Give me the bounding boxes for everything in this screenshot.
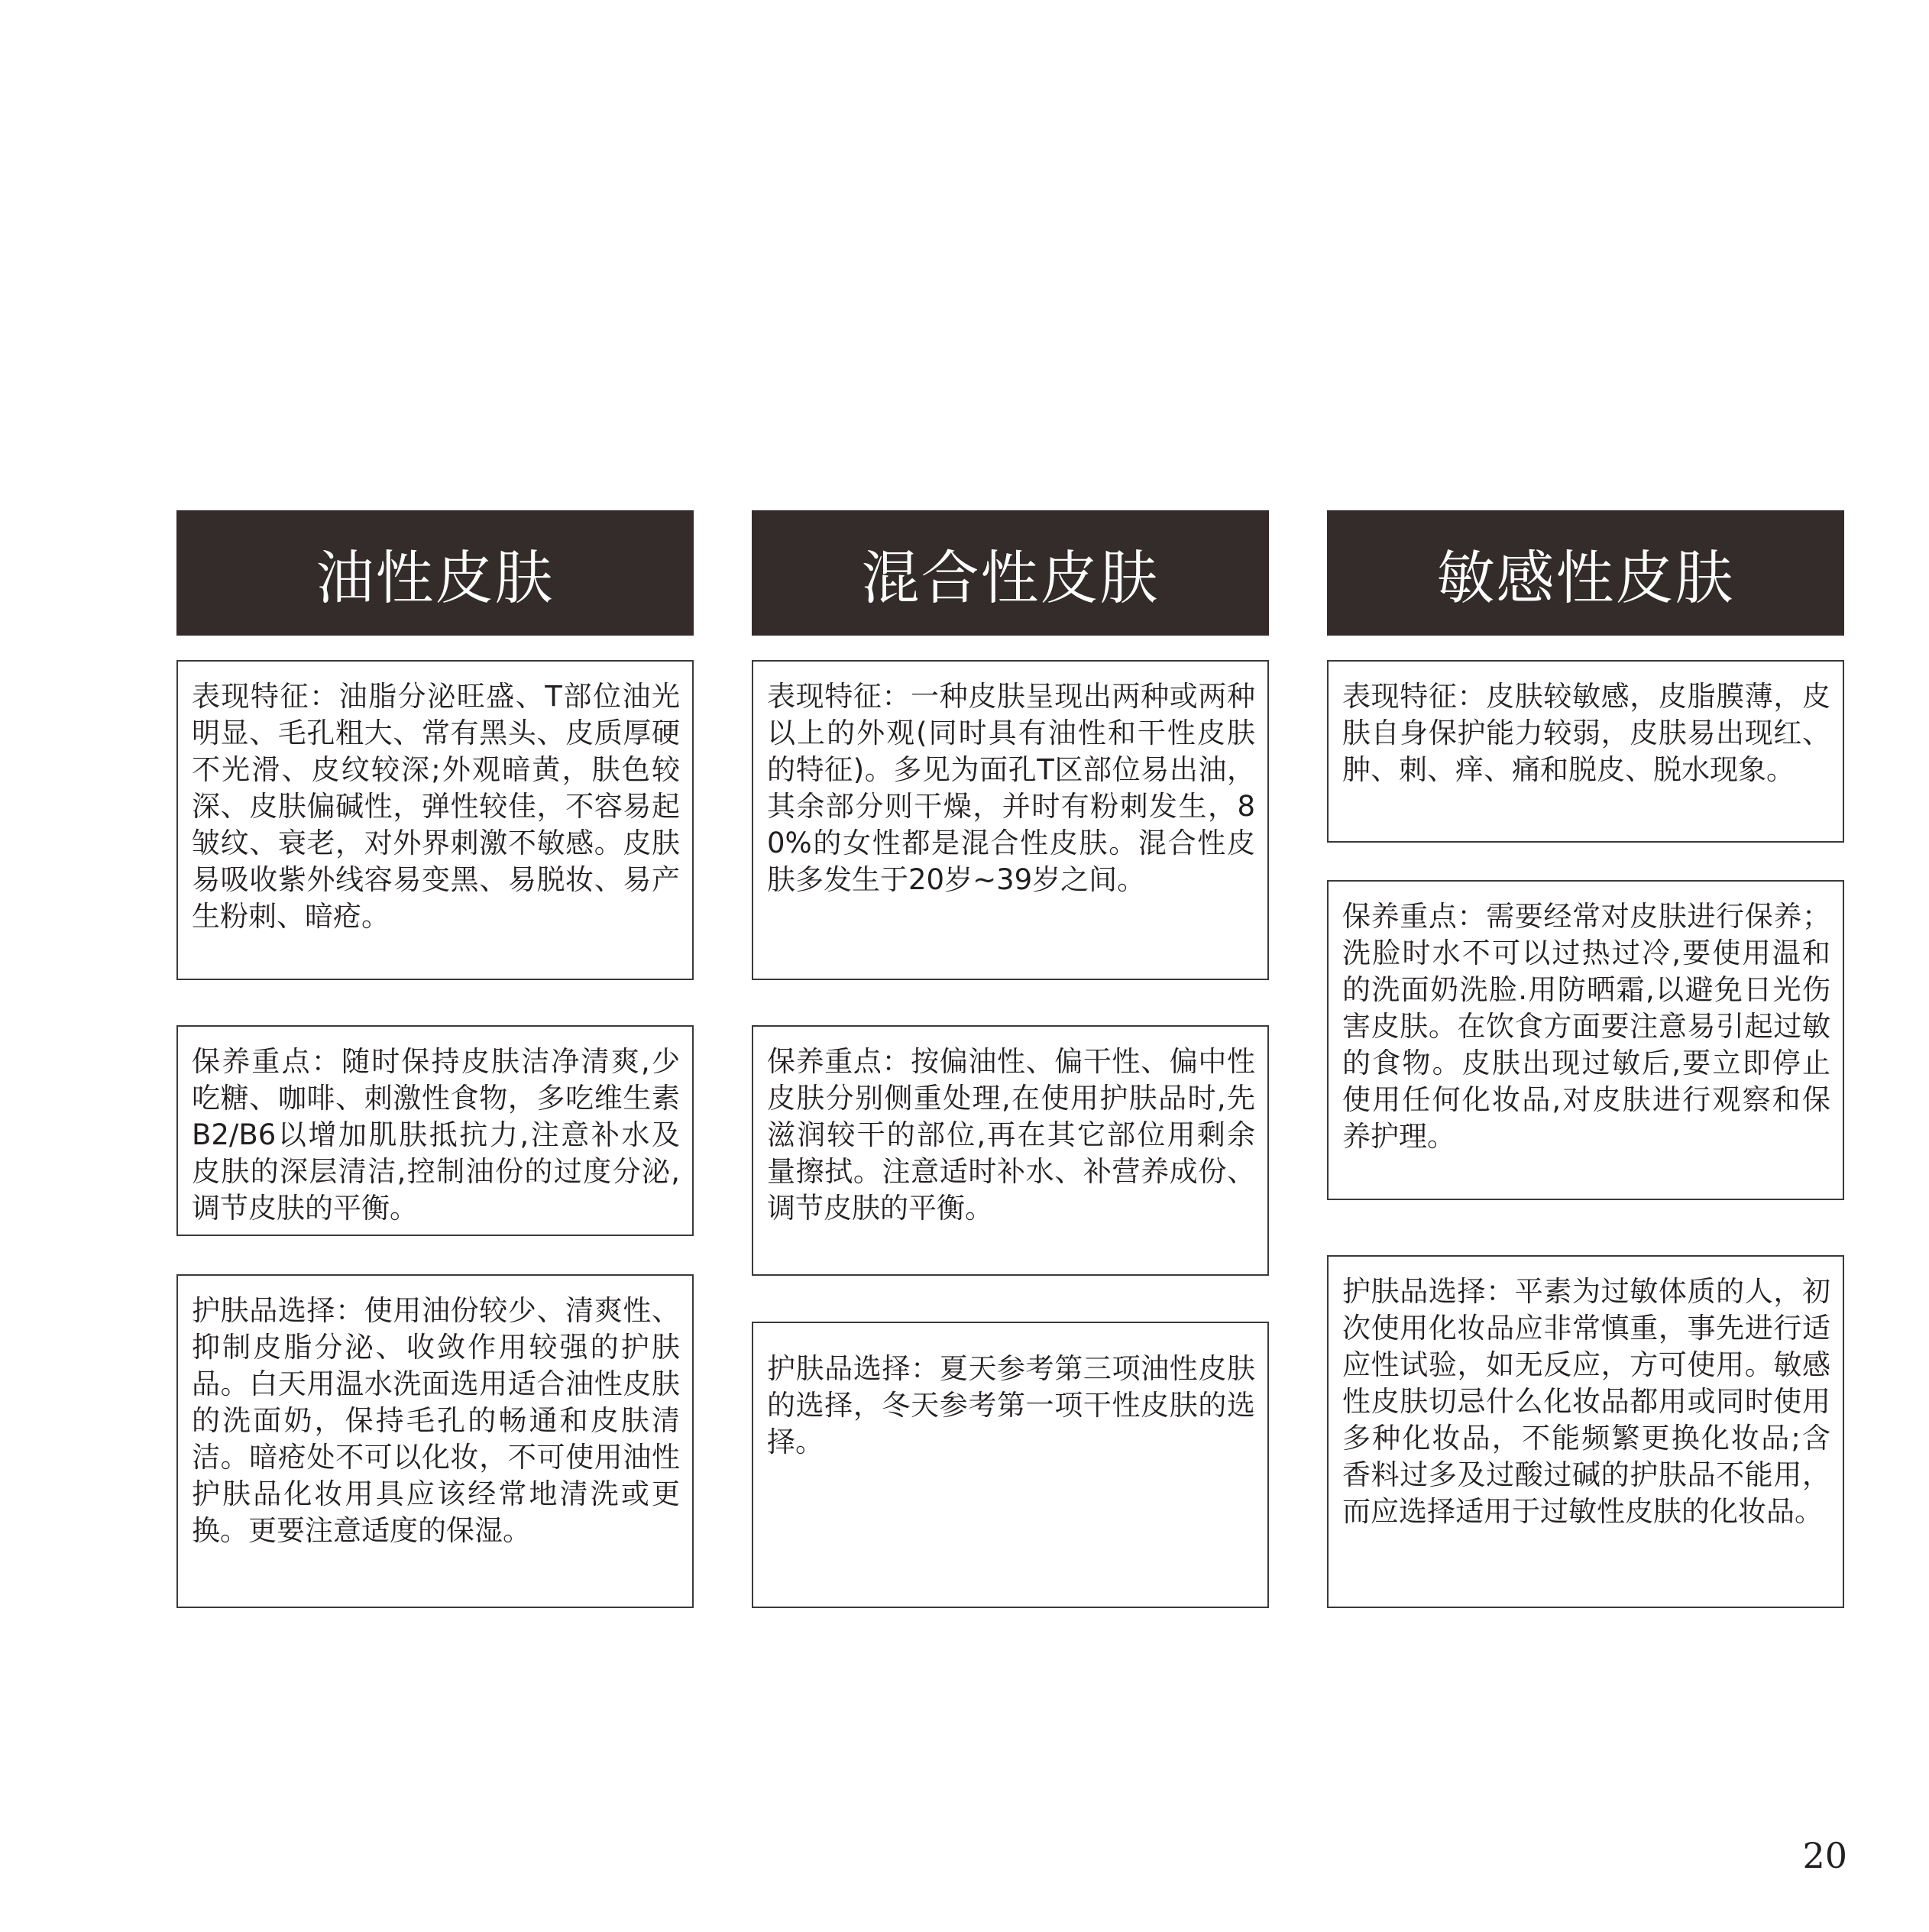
box-combination-product-choice: 护肤品选择：夏天参考第三项油性皮肤的选择，冬天参考第一项干性皮肤的选择。 — [752, 1322, 1269, 1608]
page-number: 20 — [1802, 1835, 1847, 1876]
box-oily-product-choice: 护肤品选择：使用油份较少、清爽性、抑制皮脂分泌、收敛作用较强的护肤品。白天用温水洗面选用适合油性皮肤的洗面奶，保持毛孔的畅通和皮肤清洁。暗疮处不可以化妆，不可使用油性护肤品化妆用具应该经常地清洗或更换。更要注意适度的保湿。 — [176, 1274, 694, 1608]
column-header-oily-skin: 油性皮肤 — [176, 510, 694, 636]
box-oily-care-focus: 保养重点：随时保持皮肤洁净清爽,少吃糖、咖啡、刺激性食物，多吃维生素B2/B6以增加肌肤抵抗力,注意补水及皮肤的深层清洁,控制油份的过度分泌,调节皮肤的平衡。 — [176, 1025, 694, 1236]
column-header-sensitive-skin: 敏感性皮肤 — [1327, 510, 1844, 636]
box-sensitive-care-focus: 保养重点：需要经常对皮肤进行保养；洗脸时水不可以过热过冷,要使用温和的洗面奶洗脸.用防晒霜,以避免日光伤害皮肤。在饮食方面要注意易引起过敏的食物。皮肤出现过敏后,要立即停止使用任何化妆品,对皮肤进行观察和保养护理。 — [1327, 880, 1844, 1200]
box-combination-care-focus: 保养重点：按偏油性、偏干性、偏中性皮肤分别侧重处理,在使用护肤品时,先滋润较干的部位,再在其它部位用剩余量擦拭。注意适时补水、补营养成份、调节皮肤的平衡。 — [752, 1025, 1269, 1276]
column-header-combination-skin: 混合性皮肤 — [752, 510, 1269, 636]
box-sensitive-characteristics: 表现特征：皮肤较敏感，皮脂膜薄，皮肤自身保护能力较弱，皮肤易出现红、肿、刺、痒、痛和脱皮、脱水现象。 — [1327, 660, 1844, 843]
box-combination-characteristics: 表现特征：一种皮肤呈现出两种或两种以上的外观(同时具有油性和干性皮肤的特征)。多见为面孔T区部位易出油，其余部分则干燥，并时有粉刺发生，80%的女性都是混合性皮肤。混合性皮肤多发生于20岁~39岁之间。 — [752, 660, 1269, 980]
box-oily-characteristics: 表现特征：油脂分泌旺盛、T部位油光明显、毛孔粗大、常有黑头、皮质厚硬不光滑、皮纹较深;外观暗黄，肤色较深、皮肤偏碱性，弹性较佳，不容易起皱纹、衰老，对外界刺激不敏感。皮肤易吸收紫外线容易变黑、易脱妆、易产生粉刺、暗疮。 — [176, 660, 694, 980]
box-sensitive-product-choice: 护肤品选择：平素为过敏体质的人，初次使用化妆品应非常慎重，事先进行适应性试验，如无反应，方可使用。敏感性皮肤切忌什么化妆品都用或同时使用多种化妆品，不能频繁更换化妆品;含香料过多及过酸过碱的护肤品不能用，而应选择适用于过敏性皮肤的化妆品。 — [1327, 1255, 1844, 1608]
